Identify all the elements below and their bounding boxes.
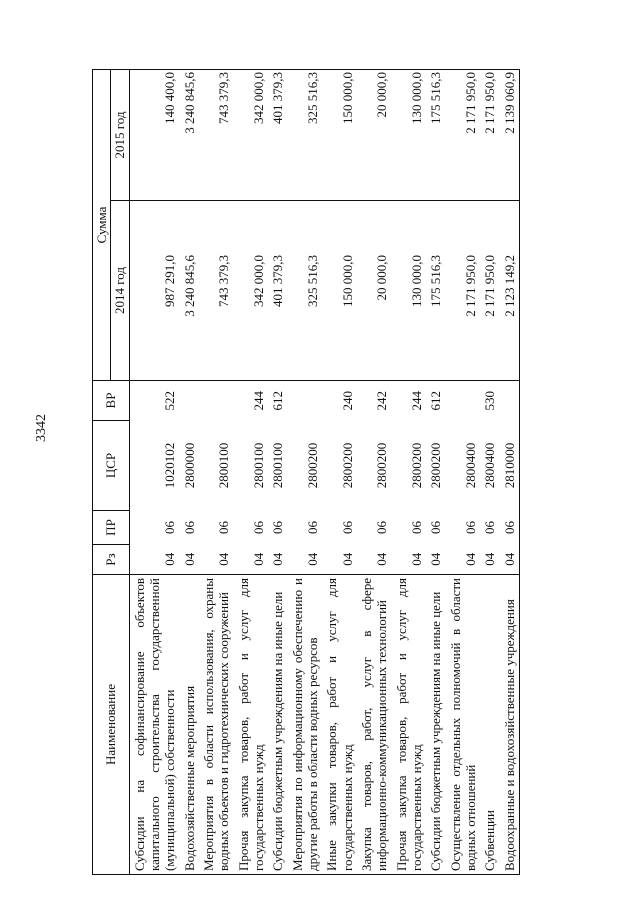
header-vr: ВР xyxy=(93,381,130,421)
header-pr: ПР xyxy=(93,511,130,545)
row-amount-2014: 2 171 950,0 xyxy=(480,201,499,381)
row-name: Прочая закупка товаров, работ и услуг для государственных нужд xyxy=(234,575,269,875)
row-amount-2014: 987 291,0 xyxy=(129,201,179,381)
header-sum: Сумма xyxy=(93,70,111,381)
row-amount-2015: 175 516,3 xyxy=(426,70,445,201)
row-amount-2014: 401 379,3 xyxy=(268,201,287,381)
row-name: Иные закупки товаров, работ и услуг для государственных нужд xyxy=(322,575,357,875)
table-row xyxy=(268,70,287,875)
row-pr: 06 xyxy=(162,521,178,534)
row-pr: 06 xyxy=(500,511,520,545)
table-row xyxy=(392,70,427,875)
rotated-page xyxy=(92,70,520,875)
row-vr: 612 xyxy=(268,381,287,421)
row-rz: 04 xyxy=(446,545,481,575)
row-vr xyxy=(500,381,520,421)
row-amount-2014: 325 516,3 xyxy=(288,201,323,381)
row-name: Мероприятия по информационному обеспечению и другие работы в области водных ресурсов xyxy=(288,575,323,875)
row-rz: 04 xyxy=(322,545,357,575)
row-pr: 06 xyxy=(462,521,478,534)
row-csr: 2810000 xyxy=(500,421,520,511)
row-csr: 2800200 xyxy=(428,442,444,489)
header-rz: Рз xyxy=(93,545,130,575)
row-amount-2014: 20 000,0 xyxy=(357,201,392,381)
row-amount-2014: 743 379,3 xyxy=(199,201,234,381)
row-pr: 06 xyxy=(482,521,498,534)
row-vr xyxy=(199,381,234,421)
row-rz: 04 xyxy=(480,545,499,575)
row-rz: 04 xyxy=(199,545,234,575)
row-pr: 06 xyxy=(428,521,444,534)
table-row xyxy=(199,70,234,875)
row-amount-2015: 130 000,0 xyxy=(392,70,427,201)
table-row xyxy=(500,70,520,875)
row-csr: 2800100 xyxy=(250,442,266,489)
row-amount-2015: 150 000,0 xyxy=(322,70,357,201)
row-name: Осуществление отдельных полномочий в области водных отношений xyxy=(446,575,481,875)
table-row xyxy=(446,70,481,875)
row-name: Прочая закупка товаров, работ и услуг для государственных нужд xyxy=(392,575,427,875)
header-name: Наименование xyxy=(93,575,130,875)
table-row xyxy=(234,70,269,875)
row-amount-2015: 325 516,3 xyxy=(288,70,323,201)
row-pr: 06 xyxy=(408,521,424,534)
row-vr: 242 xyxy=(357,381,392,421)
header-year-2014: 2014 год xyxy=(111,201,129,381)
row-vr xyxy=(288,381,323,421)
row-csr: 2800100 xyxy=(216,442,232,489)
row-name: Закупка товаров, работ, услуг в сфере информационно-коммуникационных технологий xyxy=(357,575,392,875)
table-header xyxy=(93,70,130,875)
row-amount-2015: 342 000,0 xyxy=(234,70,269,201)
row-amount-2014: 3 240 845,6 xyxy=(180,201,199,381)
header-csr: ЦСР xyxy=(93,421,130,511)
row-amount-2015: 2 171 950,0 xyxy=(480,70,499,201)
row-vr xyxy=(446,381,481,421)
row-pr: 06 xyxy=(216,521,232,534)
row-amount-2015: 2 171 950,0 xyxy=(446,70,481,201)
row-vr: 244 xyxy=(234,381,269,421)
row-csr: 2800400 xyxy=(482,442,498,489)
table-row xyxy=(180,70,199,875)
header-year-2015: 2015 год xyxy=(111,70,129,201)
row-name: Субсидии бюджетным учреждениям на иные цели xyxy=(268,575,287,875)
row-rz: 04 xyxy=(268,545,287,575)
budget-table xyxy=(92,69,520,875)
row-vr: 612 xyxy=(426,381,445,421)
row-rz: 04 xyxy=(426,545,445,575)
row-amount-2014: 2 171 950,0 xyxy=(446,201,481,381)
row-rz: 04 xyxy=(500,545,520,575)
table-row xyxy=(288,70,323,875)
row-name: Субсидии на софинансирование объектов капитального строительства государственной (муниципальной) собственности xyxy=(129,575,179,875)
row-pr: 06 xyxy=(250,521,266,534)
row-pr: 06 xyxy=(181,521,197,534)
row-rz: 04 xyxy=(129,545,179,575)
row-amount-2014: 150 000,0 xyxy=(322,201,357,381)
row-pr: 06 xyxy=(304,521,320,534)
table-row xyxy=(357,70,392,875)
row-csr: 2800000 xyxy=(181,442,197,489)
row-name: Субсидии бюджетным учреждениям на иные цели xyxy=(426,575,445,875)
table-row xyxy=(129,70,179,875)
row-rz: 04 xyxy=(392,545,427,575)
row-amount-2015: 401 379,3 xyxy=(268,70,287,201)
row-amount-2015: 140 400,0 xyxy=(129,70,179,201)
row-csr: 1020102 xyxy=(162,442,178,489)
row-vr: 522 xyxy=(129,381,179,421)
row-rz: 04 xyxy=(234,545,269,575)
row-vr: 240 xyxy=(322,381,357,421)
row-csr: 2800200 xyxy=(374,442,390,489)
row-name: Водоохранные и водохозяйственные учреждения xyxy=(500,575,520,875)
row-pr: 06 xyxy=(374,521,390,534)
row-csr: 2800100 xyxy=(270,442,286,489)
row-pr: 06 xyxy=(339,521,355,534)
row-amount-2015: 20 000,0 xyxy=(357,70,392,201)
row-csr: 2800200 xyxy=(339,442,355,489)
row-rz: 04 xyxy=(288,545,323,575)
table-row xyxy=(480,70,499,875)
table-row xyxy=(322,70,357,875)
row-csr: 2800200 xyxy=(408,442,424,489)
row-rz: 04 xyxy=(180,545,199,575)
table-body xyxy=(129,70,519,875)
row-amount-2014: 130 000,0 xyxy=(392,201,427,381)
row-vr xyxy=(180,381,199,421)
row-csr: 2800200 xyxy=(304,442,320,489)
row-amount-2015: 743 379,3 xyxy=(199,70,234,201)
row-rz: 04 xyxy=(357,545,392,575)
row-vr: 244 xyxy=(392,381,427,421)
row-amount-2015: 2 139 060,9 xyxy=(500,70,520,201)
row-name: Субвенции xyxy=(480,575,499,875)
row-amount-2015: 3 240 845,6 xyxy=(180,70,199,201)
row-pr: 06 xyxy=(270,521,286,534)
table-row xyxy=(426,70,445,875)
row-vr: 530 xyxy=(480,381,499,421)
row-amount-2014: 342 000,0 xyxy=(234,201,269,381)
page-number: 3342 xyxy=(34,414,49,442)
row-amount-2014: 2 123 149,2 xyxy=(500,201,520,381)
row-name: Водохозяйственные мероприятия xyxy=(180,575,199,875)
row-csr: 2800400 xyxy=(462,442,478,489)
row-name: Мероприятия в области использования, охраны водных объектов и гидротехнических сооружений xyxy=(199,575,234,875)
row-amount-2014: 175 516,3 xyxy=(426,201,445,381)
